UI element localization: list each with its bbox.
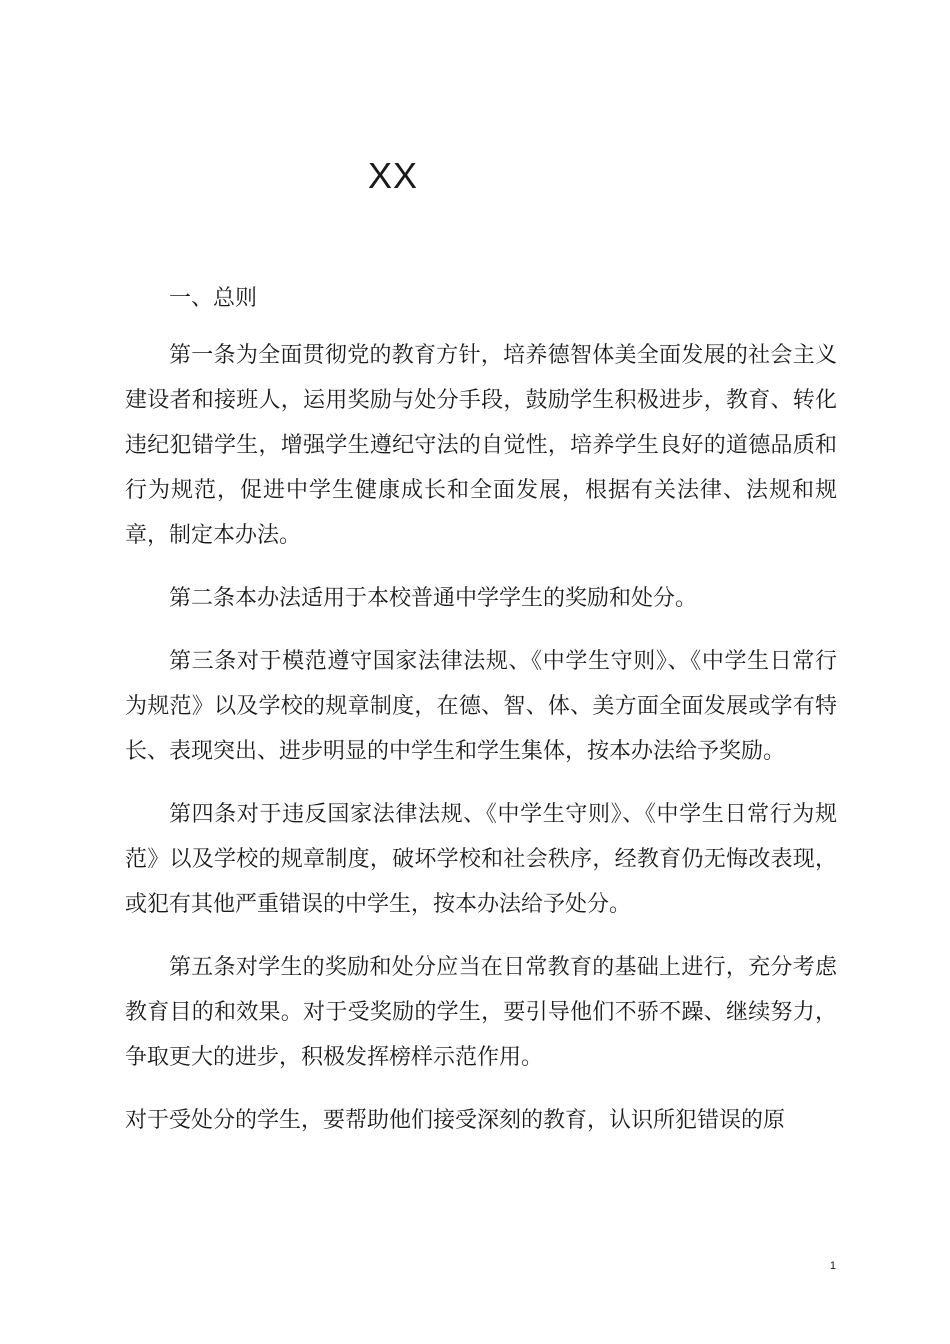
article-5-paragraph: 第五条对学生的奖励和处分应当在日常教育的基础上进行，充分考虑教育目的和效果。对于受奖励的学生，要引导他们不骄不躁、继续努力，争取更大的进步，积极发挥榜样示范作用。 xyxy=(125,955,837,1070)
article-1-paragraph: 第一条为全面贯彻党的教育方针，培养德智体美全面发展的社会主义建设者和接班人，运用奖励与处分手段，鼓励学生积极进步，教育、转化违纪犯错学生，增强学生遵纪守法的自觉性，培养学生良好的道德品质和行为规范，促进中学生健康成长和全面发展，根据有关法律、法规和规章，制定本办法。 xyxy=(125,343,837,548)
article-2-paragraph: 第二条本办法适用于本校普通中学学生的奖励和处分。 xyxy=(169,586,698,611)
continuation-paragraph: 对于受处分的学生，要帮助他们接受深刻的教育，认识所犯错误的原 xyxy=(125,1108,786,1133)
document-title: XX xyxy=(367,155,419,196)
article-4-paragraph: 第四条对于违反国家法律法规、《中学生守则》、《中学生日常行为规范》以及学校的规章制度，破坏学校和社会秩序，经教育仍无悔改表现，或犯有其他严重错误的中学生，按本办法给予处分。 xyxy=(125,802,837,917)
document-body xyxy=(125,276,837,1161)
section-heading: 一、总则 xyxy=(169,286,258,311)
article-3-paragraph: 第三条对于模范遵守国家法律法规、《中学生守则》、《中学生日常行为规范》以及学校的规章制度，在德、智、体、美方面全面发展或学有特长、表现突出、进步明显的中学生和学生集体，按本办法给予奖励。 xyxy=(125,649,837,764)
page-number: 1 xyxy=(829,1260,836,1272)
